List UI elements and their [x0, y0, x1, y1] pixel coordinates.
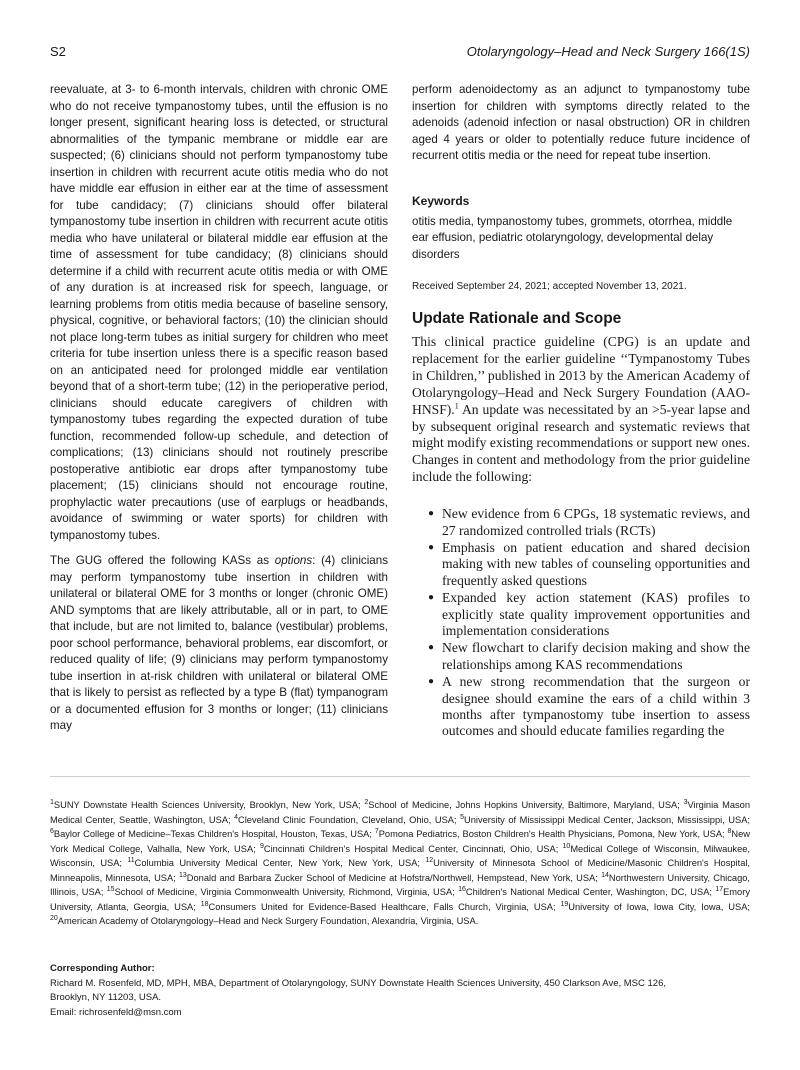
- affiliation-number: 12: [425, 856, 434, 864]
- options-lead-text: The GUG offered the following KASs as: [50, 554, 275, 567]
- bullet-item: [412, 506, 750, 539]
- corresponding-author-address: Richard M. Rosenfeld, MD, MPH, MBA, Department of Otolaryngology, SUNY Downstate Health Sciences University, 450 Clarkson Ave, MSC 126,: [50, 977, 666, 989]
- intro-text-part2: An update was necessitated by an >5-year lapse and by subsequent original research and systematic reviews that might modify existing recommendations or support new ones. Changes in content and methodology from the prior guideline include the following:: [412, 401, 750, 485]
- footnote-divider: [50, 776, 750, 777]
- options-rest-text: : (4) clinicians may perform tympanostomy tube insertion in children with unilateral or bilateral OME for 3 months or longer (chronic OME) AND symptoms that are likely attributable, all or in part, to OME that include, but are not limited to, balance (vestibular) problems, poor school performance, behavioral problems, ear discomfort, or reduced quality of life; (9) clinicians may perform tympanostomy tube insertion in at-risk children with unilateral or bilateral OME that is likely to persist as reflected by a type B (flat) tympanogram or a documented effusion for 3 months or longer; (11) clinicians may: [50, 554, 388, 732]
- keywords-list: otitis media, tympanostomy tubes, grommets, otorrhea, middle ear effusion, pediatric otolaryngology, developmental delay disorders: [412, 214, 733, 261]
- corresponding-author-title: Corresponding Author:: [50, 963, 155, 974]
- affiliation-number: 10: [562, 842, 571, 850]
- affiliation-text: School of Medicine, Johns Hopkins University, Baltimore, Maryland, USA;: [368, 800, 684, 810]
- affiliation-number: 20: [50, 914, 58, 922]
- bullet-text: A new strong recommendation that the surgeon or designee should examine the ears of a child within 3 months after tympanostomy tube insertion to assess outcomes and should educate families regarding the: [442, 674, 750, 739]
- affiliation-text: Children's National Medical Center, Washington, DC, USA;: [465, 887, 716, 897]
- citation-superscript: 1: [454, 401, 459, 411]
- corresponding-author-email: Email: richrosenfeld@msn.com: [50, 1006, 182, 1018]
- bullet-item: [412, 674, 750, 740]
- bullet-item: [412, 640, 750, 673]
- kas-options-paragraph: [50, 553, 388, 735]
- affiliation-text: University of Minnesota School of Medicine/Masonic Children's Hospital, Minneapolis, Minnesota, USA;: [50, 858, 751, 883]
- affiliation-number: 16: [458, 885, 466, 893]
- changes-bullet-list: [412, 506, 750, 740]
- bullet-text: New evidence from 6 CPGs, 18 systematic reviews, and 27 randomized controlled trials (RCTs): [442, 506, 750, 538]
- affiliation-number: 17: [715, 885, 724, 893]
- affiliation-number: 11: [127, 856, 135, 864]
- affiliation-number: 3: [683, 798, 688, 806]
- affiliation-text: Pomona Pediatrics, Boston Children's Health Physicians, Pomona, New York, USA;: [378, 829, 728, 839]
- affiliation-number: 5: [460, 813, 464, 821]
- affiliation-text: SUNY Downstate Health Sciences University, Brooklyn, New York, USA;: [53, 800, 365, 810]
- bullet-item: [412, 540, 750, 589]
- affiliation-text: Medical College of Wisconsin, Milwaukee, Wisconsin, USA;: [50, 843, 750, 868]
- bullet-text: Emphasis on patient education and shared decision making with new tables of counseling opportunities and frequently asked questions: [442, 539, 750, 588]
- affiliation-number: 19: [560, 900, 569, 908]
- affiliation-text: Consumers United for Evidence-Based Healthcare, Falls Church, Virginia, USA;: [208, 901, 561, 912]
- affiliation-text: Baylor College of Medicine–Texas Children's Hospital, Houston, Texas, USA;: [53, 829, 375, 839]
- affiliation-number: 6: [50, 827, 54, 835]
- bullet-dot-icon: ●: [428, 642, 435, 654]
- affiliation-text: Virginia Mason Medical Center, Seattle, Washington, USA;: [50, 800, 750, 825]
- bullet-dot-icon: ●: [428, 508, 435, 520]
- affiliation-number: 15: [106, 885, 115, 893]
- intro-text-part1: This clinical practice guideline (CPG) is an update and replacement for the earlier guideline ‘‘Tympanostomy Tubes in Children,’’ published in 2013 by the American Academy of Otolaryngology–Head and Neck Surgery Foundation (AAO-HNSF).: [412, 334, 750, 417]
- affiliation-text: Columbia University Medical Center, New York, New York, USA;: [134, 858, 426, 868]
- journal-title: Otolaryngology–Head and Neck Surgery 166(1S): [466, 44, 750, 59]
- intro-paragraph: [412, 334, 750, 486]
- affiliation-text: Donald and Barbara Zucker School of Medicine at Hofstra/Northwell, Hempstead, New York, USA;: [186, 872, 602, 883]
- affiliation-text: New York Medical College, Valhalla, New York, USA;: [50, 829, 750, 854]
- affiliation-number: 18: [200, 900, 209, 908]
- bullet-item: [412, 590, 750, 639]
- kas-recommendations-paragraph: reevaluate, at 3- to 6-month intervals, children with chronic OME who do not receive tympanostomy tubes, until the effusion is no longer present, significant hearing loss is detected, or structural abnormalities of the tympanic membrane or middle ear are suspected; (6) clinicians should not perform tympanostomy tube insertion in children with recurrent acute otitis media who do not have middle ear effusion in either ear at the time of assessment for tube candidacy; (7) clinicians should offer bilateral tympanostomy tube insertion in children with recurrent acute otitis media who have unilateral or bilateral middle ear effusion at the time of assessment for tube candidacy; (8) clinicians should determine if a child with recurrent acute otitis media or with OME of any duration is at increased risk for speech, language, or learning problems from otitis media because of baseline sensory, physical, cognitive, or behavioral factors; (10) the clinician should not place long-term tubes as initial surgery for children who meet criteria for tube insertion unless there is a specific reason based on an anticipated need for prolonged middle ear ventilation beyond that of a short-term tube; (12) in the perioperative period, clinicians should educate caregivers of children with tympanostomy tubes regarding the expected duration of tube function, recommended follow-up schedule, and detection of complications; (13) clinicians should not routinely prescribe postoperative antibiotic ear drops after tympanostomy tube placement; (15) clinicians should not encourage routine, prophylactic water precautions (use of earplugs or headbands, avoidance of swimming or water sports) for children with tympanostomy tubes.: [50, 83, 388, 542]
- affiliation-text: Northwestern University, Chicago, Illinois, USA;: [50, 872, 750, 897]
- affiliation-text: School of Medicine, Virginia Commonwealth University, Richmond, Virginia, USA;: [114, 887, 459, 897]
- page-number: S2: [50, 44, 66, 59]
- affiliation-text: University of Iowa, Iowa City, Iowa, USA;: [568, 901, 750, 912]
- keywords-heading: Keywords: [412, 193, 470, 208]
- affiliation-number: 4: [234, 813, 239, 821]
- bullet-dot-icon: ●: [428, 592, 435, 604]
- options-emphasis: options: [274, 554, 313, 567]
- affiliation-number: 14: [601, 871, 609, 879]
- affiliation-number: 13: [179, 871, 187, 879]
- corresponding-author-city: Brooklyn, NY 11203, USA.: [50, 992, 162, 1003]
- received-dates: Received September 24, 2021; accepted November 13, 2021.: [412, 281, 687, 292]
- affiliation-text: American Academy of Otolaryngology–Head and Neck Surgery Foundation, Alexandria, Virginia, USA.: [57, 916, 479, 926]
- affiliation-number: 8: [727, 827, 732, 835]
- affiliation-text: University of Mississippi Medical Center, Jackson, Mississippi, USA;: [464, 814, 750, 825]
- affiliation-text: Cincinnati Children's Hospital Medical Center, Cincinnati, Ohio, USA;: [263, 843, 563, 854]
- right-column: [412, 82, 750, 741]
- bullet-text: New flowchart to clarify decision making and show the relationships among KAS recommendations: [442, 640, 750, 672]
- affiliation-text: Emory University, Atlanta, Georgia, USA;: [50, 887, 750, 912]
- left-column: [50, 82, 388, 744]
- affiliation-number: 9: [259, 842, 264, 850]
- bullet-dot-icon: ●: [428, 541, 435, 553]
- running-header: [50, 44, 750, 62]
- affiliation-number: 1: [50, 798, 54, 806]
- section-heading: Update Rationale and Scope: [412, 310, 622, 327]
- affiliations-footnote: [50, 798, 750, 929]
- corresponding-author-block: [50, 962, 750, 1020]
- bullet-text: Expanded key action statement (KAS) profiles to explicitly state quality improvement opportunities and implementation considerations: [442, 590, 750, 638]
- abstract-continuation: perform adenoidectomy as an adjunct to tympanostomy tube insertion for children with symptoms directly related to the adenoids (adenoid infection or nasal obstruction) OR in children aged 4 years or older to potentially reduce future incidence of recurrent otitis media or the need for repeat tube insertion.: [412, 83, 750, 162]
- affiliation-number: 2: [364, 798, 369, 806]
- affiliation-text: Cleveland Clinic Foundation, Cleveland, Ohio, USA;: [238, 814, 461, 825]
- affiliation-number: 7: [374, 827, 379, 835]
- bullet-dot-icon: ●: [428, 676, 435, 688]
